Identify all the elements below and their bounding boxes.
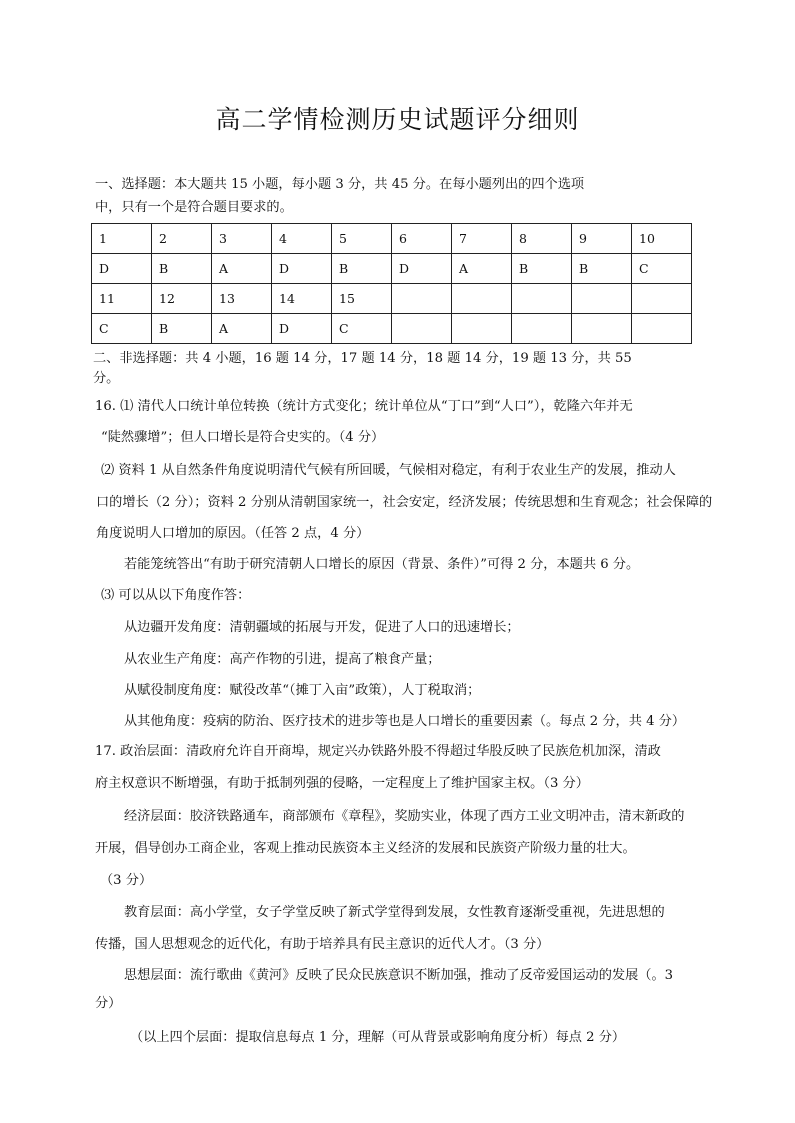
section1-intro: 一、选择题：本大题共 15 小题，每小题 3 分，共 45 分。在每小题列出的四个选项	[95, 177, 585, 192]
q16-part3-agriculture: 从农业生产角度：高产作物的引进，提高了粮食产量；	[124, 652, 441, 667]
table-cell	[632, 284, 692, 314]
table-cell	[632, 314, 692, 344]
q16-part3-other: 从其他角度：疫病的防治、医疗技术的进步等也是人口增长的重要因素（。每点 2 分，共 4 分）	[124, 714, 686, 729]
q16-part2-note: 若能笼统答出“有助于研究清朝人口增长的原因（背景、条件）”可得 2 分，本题共 6 分。	[124, 557, 640, 572]
table-cell: B	[152, 314, 212, 344]
table-cell: C	[92, 314, 152, 344]
table-cell: D	[92, 254, 152, 284]
q16-part3-tax: 从赋役制度角度：赋役改革“（摊丁入亩”政策），人丁税取消；	[124, 683, 481, 698]
table-row	[92, 224, 692, 254]
q17-education-line2: 传播，国人思想观念的近代化，有助于培养具有民主意识的近代人才。（3 分）	[95, 937, 550, 952]
table-cell: D	[392, 254, 452, 284]
table-cell: 13	[212, 284, 272, 314]
q16-part3-frontier: 从边疆开发角度：清朝疆域的拓展与开发，促进了人口的迅速增长；	[124, 620, 520, 635]
table-row	[92, 254, 692, 284]
q17-thought-line2: 分）	[95, 996, 122, 1011]
table-cell: A	[212, 314, 272, 344]
section2-intro-cont: 分。	[93, 371, 120, 386]
table-row	[92, 284, 692, 314]
table-cell: 8	[512, 224, 572, 254]
table-cell: 3	[212, 224, 272, 254]
table-cell: 11	[92, 284, 152, 314]
table-cell: 5	[332, 224, 392, 254]
table-cell	[572, 284, 632, 314]
q17-economic-line3: （3 分）	[100, 873, 153, 888]
table-cell: D	[272, 314, 332, 344]
table-cell: A	[212, 254, 272, 284]
table-cell: 14	[272, 284, 332, 314]
table-row	[92, 314, 692, 344]
q16-part3-intro: ⑶ 可以从以下角度作答：	[101, 588, 251, 603]
q16-part2-line3: 角度说明人口增加的原因。（任答 2 点，4 分）	[96, 526, 370, 541]
answer-table	[91, 223, 692, 344]
table-cell: 7	[452, 224, 512, 254]
q16-part1-line2: “陡然骤增”；但人口增长是符合史实的。（4 分）	[101, 430, 385, 445]
section1-intro-cont: 中，只有一个是符合题目要求的。	[95, 200, 293, 215]
section2-intro: 二、非选择题：共 4 小题，16 题 14 分，17 题 14 分，18 题 14 分，19 题 13 分，共 55	[93, 351, 632, 366]
table-cell: C	[332, 314, 392, 344]
table-cell: 15	[332, 284, 392, 314]
table-cell	[572, 314, 632, 344]
q16-part1-line1: 16. ⑴ 清代人口统计单位转换（统计方式变化；统计单位从“丁口”到“人口”），乾隆六年并无	[95, 399, 633, 414]
table-cell: 2	[152, 224, 212, 254]
q17-scoring-note: （以上四个层面：提取信息每点 1 分，理解（可从背景或影响角度分析）每点 2 分）	[130, 1030, 626, 1045]
q17-political-line2: 府主权意识不断增强，有助于抵制列强的侵略，一定程度上了维护国家主权。（3 分）	[95, 776, 589, 791]
q17-education-line1: 教育层面：高小学堂，女子学堂反映了新式学堂得到发展，女性教育逐渐受重视，先进思想的	[124, 905, 665, 920]
q17-economic-line2: 开展，倡导创办工商企业，客观上推动民族资本主义经济的发展和民族资产阶级力量的壮大。	[95, 841, 636, 856]
table-cell	[392, 314, 452, 344]
table-cell: B	[572, 254, 632, 284]
table-cell: B	[332, 254, 392, 284]
table-cell: D	[272, 254, 332, 284]
table-cell: 10	[632, 224, 692, 254]
table-cell: 9	[572, 224, 632, 254]
page-title: 高二学情检测历史试题评分细则	[215, 105, 580, 134]
table-cell	[512, 314, 572, 344]
table-cell: B	[152, 254, 212, 284]
table-cell: 6	[392, 224, 452, 254]
q17-thought-line1: 思想层面：流行歌曲《黄河》反映了民众民族意识不断加强，推动了反帝爱国运动的发展（。3	[124, 968, 674, 983]
table-cell: 1	[92, 224, 152, 254]
table-cell: 12	[152, 284, 212, 314]
table-cell: C	[632, 254, 692, 284]
table-cell: 4	[272, 224, 332, 254]
q17-economic-line1: 经济层面：胶济铁路通车，商部颁布《章程》，奖励实业，体现了西方工业文明冲击，清末新政的	[124, 809, 685, 824]
q17-political-line1: 17. 政治层面：清政府允许自开商埠，规定兴办铁路外股不得超过华股反映了民族危机加深，清政	[95, 744, 661, 759]
table-cell	[452, 314, 512, 344]
table-cell	[392, 284, 452, 314]
q16-part2-line2: 口的增长（2 分）；资料 2 分别从清朝国家统一，社会安定，经济发展；传统思想和生育观念；社会保障的	[96, 495, 713, 510]
table-cell	[452, 284, 512, 314]
q16-part2-line1: ⑵ 资料 1 从自然条件角度说明清代气候有所回暖，气候相对稳定，有利于农业生产的发展，推动人	[101, 463, 676, 478]
table-cell: B	[512, 254, 572, 284]
table-cell: A	[452, 254, 512, 284]
table-cell	[512, 284, 572, 314]
